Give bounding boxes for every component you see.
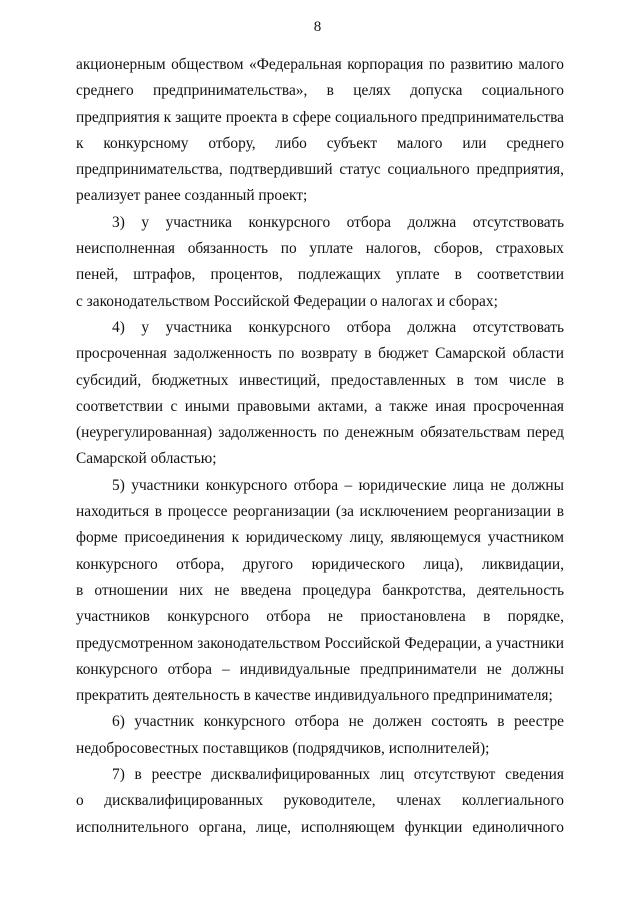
text-line: соответствии с иными правовыми актами, а также иная просроченная: [76, 397, 564, 415]
text-line: конкурсного отбора – индивидуальные предприниматели не должны: [76, 660, 564, 678]
text-line: (неурегулированная) задолженность по денежным обязательствам перед: [76, 424, 564, 442]
text-line: Самарской областью;: [76, 450, 217, 468]
text-line: конкурсного отбора, другого юридического лица), ликвидации,: [76, 555, 564, 573]
text-line: 6) участник конкурсного отбора не должен состоять в реестре: [112, 713, 564, 731]
text-line: акционерным обществом «Федеральная корпорация по развитию малого: [76, 56, 564, 73]
text-line: форме присоединения к юридическому лицу, являющемуся участником: [76, 529, 564, 547]
text-line: 3) у участника конкурсного отбора должна отсутствовать: [112, 213, 564, 231]
text-line: предусмотренном законодательством Российской Федерации, а участники: [76, 634, 564, 652]
text-line: исполнительного органа, лице, исполняющем функции единоличного: [76, 818, 564, 836]
text-line: о дисквалифицированных руководителе, членах коллегиального: [76, 792, 564, 810]
text-line: к конкурсному отбору, либо субъект малого или среднего: [76, 134, 564, 152]
page-number: 8: [313, 19, 322, 35]
text-line: предприятия к защите проекта в сфере социального предпринимательства: [76, 108, 564, 126]
text-line: 4) у участника конкурсного отбора должна отсутствовать: [112, 318, 564, 336]
text-line: неисполненная обязанность по уплате налогов, сборов, страховых: [76, 240, 564, 258]
text-line: недобросовестных поставщиков (подрядчиков, исполнителей);: [76, 739, 490, 757]
text-line: реализует ранее созданный проект;: [76, 187, 308, 205]
text-line: субсидий, бюджетных инвестиций, предоставленных в том числе в: [76, 371, 564, 389]
text-line: с законодательством Российской Федерации о налогах и сборах;: [76, 292, 498, 310]
text-line: пеней, штрафов, процентов, подлежащих уплате в соответствии: [76, 266, 564, 284]
text-line: среднего предпринимательства», в целях допуска социального: [76, 82, 564, 100]
text-line: 7) в реестре дисквалифицированных лиц отсутствуют сведения: [112, 766, 564, 784]
text-line: предпринимательства, подтвердивший статус социального предприятия,: [76, 161, 564, 179]
text-line: находиться в процессе реорганизации (за исключением реорганизации в: [76, 503, 564, 521]
text-line: прекратить деятельность в качестве индивидуального предпринимателя;: [76, 687, 553, 705]
text-line: просроченная задолженность по возврату в бюджет Самарской области: [76, 345, 564, 363]
body-text: [76, 52, 564, 841]
text-line: в отношении них не введена процедура банкротства, деятельность: [76, 581, 564, 599]
text-line: участников конкурсного отбора не приостановлена в порядке,: [76, 608, 564, 626]
text-line: 5) участники конкурсного отбора – юридические лица не должны: [112, 476, 564, 494]
